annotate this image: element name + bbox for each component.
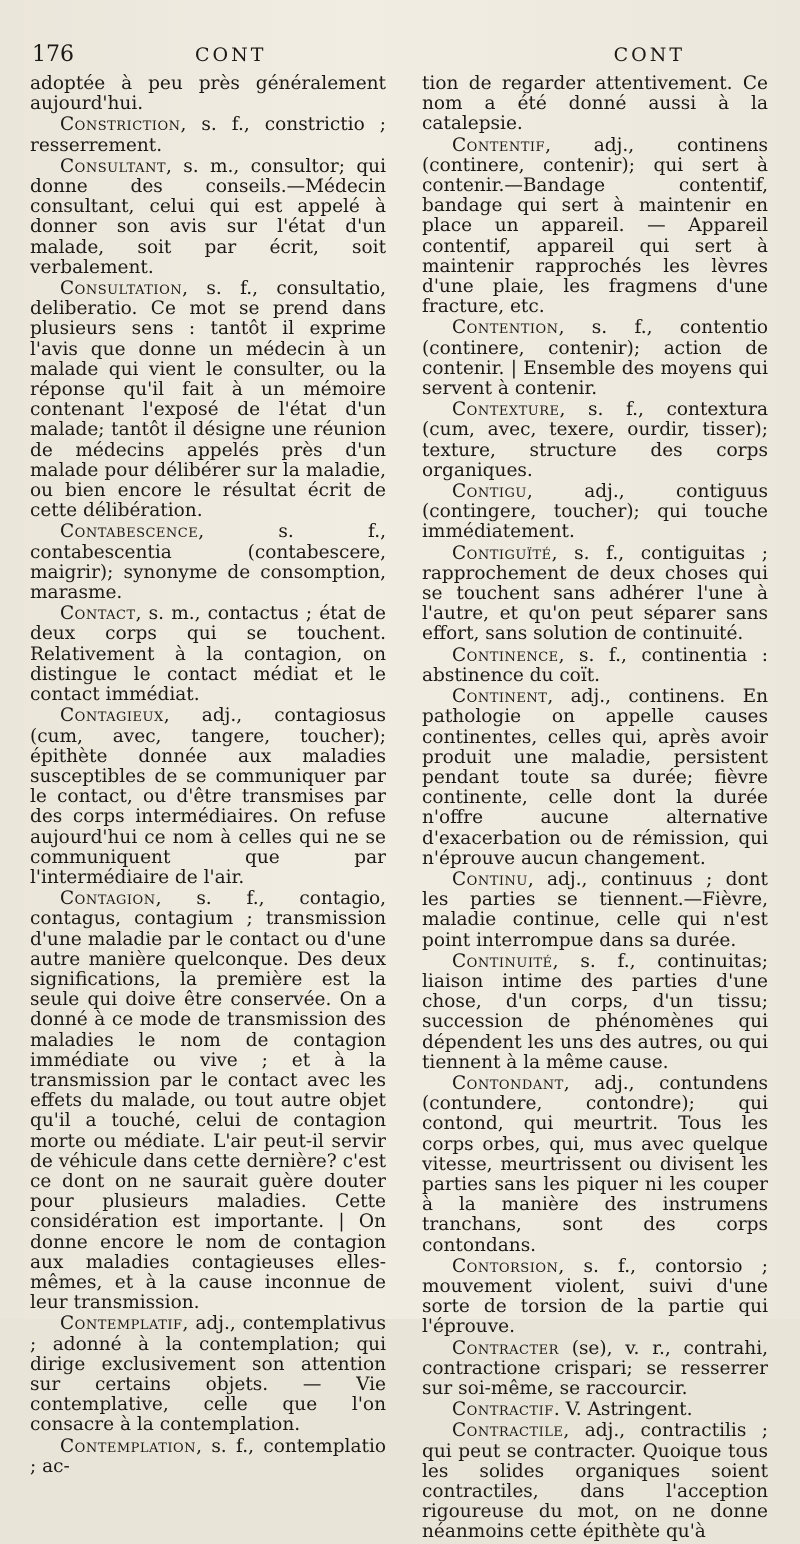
left-column <box>30 74 386 1478</box>
entry-text: , adj., contagiosus (cum, avec, tangere, toucher); épithète donnée aux maladies susceptibles de se communiquer par le contact, ou d'être transmises par des corps intermédiaires. On refuse aujourd'hui ce nom à celles qui ne se communiquent que par l'intermédiaire de l'air. <box>30 705 386 888</box>
entry-text: , s. f., contabescentia (contabescere, maigrir); synonyme de consomption, marasme. <box>30 521 386 604</box>
entry <box>422 1400 768 1420</box>
entry-headword: Contorsion <box>452 1255 559 1277</box>
entry <box>30 157 386 278</box>
entry-text: , s. f., contemplatio ; ac- <box>30 1435 386 1477</box>
entry-text: , adj., contractilis ; qui peut se contracter. Quoique tous les solides organiques soient contractiles, dans l'acception rigoureuse du mot, on ne donne néanmoins cette épithète qu'à <box>422 1420 768 1543</box>
entry-headword: Contabescence <box>60 521 199 543</box>
running-head-right: CONT <box>613 44 685 66</box>
entry-continuation <box>30 74 386 114</box>
entry-headword: Contemplation <box>60 1435 197 1457</box>
entry-headword: Contractile <box>452 1420 564 1442</box>
running-head-left: CONT <box>195 44 267 66</box>
entry <box>30 1437 386 1477</box>
entry-headword: Contracter <box>452 1337 559 1359</box>
entry-text: , s. m., contactus ; état de deux corps qui se touchent. Relativement à la contagion, on distingue le contact médiat et le contact immédiat. <box>30 603 386 706</box>
entry-headword: Contemplatif <box>60 1313 183 1335</box>
entry-headword: Continuité <box>452 950 553 972</box>
entry-text: . V. Astringent. <box>553 1399 693 1421</box>
entry-headword: Continent <box>452 686 548 708</box>
entry <box>422 482 768 543</box>
entry-text: , s. f., continentia : abstinence du coït. <box>422 644 768 686</box>
entry-headword: Continu <box>452 868 528 890</box>
entry <box>422 646 768 686</box>
entry <box>422 1339 768 1400</box>
entry-text: , adj., contiguus (contingere, toucher); qui touche immédiatement. <box>422 481 768 543</box>
page-header <box>30 42 770 72</box>
entry <box>422 136 768 318</box>
entry-headword: Contigu <box>452 481 527 503</box>
entry-text: , s. f., contagio, contagus, contagium ; transmission d'une maladie par le contact ou d'une autre manière quelconque. Des deux significations, la première est la seule qui doive être conservée. On a donné à ce mode de transmission des maladies le nom de contagion immédiate ou vive ; et à la transmission par le contact avec les effets du malade, ou tout autre objet qu'il a touché, celui de contagion morte ou médiate. L'air peut-il servir de véhicule dans cette dernière? c'est ce dont on ne saurait guère douter pour plusieurs maladies. Cette considération est importante. | On donne encore le nom de contagion aux maladies contagieuses elles-mêmes, et à la cause inconnue de leur transmission. <box>30 888 386 1314</box>
entry-text: , adj., continens (continere, contenir); qui sert à contenir.—Bandage contentif, bandage qui sert à maintenir en place un appareil. — Appareil contentif, appareil qui sert à maintenir rapprochés les lèvres d'une plaie, les fragmens d'une fracture, etc. <box>422 134 768 318</box>
entry <box>422 1257 768 1338</box>
entry <box>422 544 768 645</box>
entry <box>30 889 386 1313</box>
entry-text: , s. f., contiguitas ; rapprochement de deux choses qui se touchent sans adhérer l'une à l'autre, et qu'on peut séparer sans effort, sans solution de continuité. <box>422 542 768 645</box>
entry <box>30 279 386 521</box>
entry-headword: Consultation <box>60 278 183 300</box>
entry <box>422 952 768 1073</box>
entry-continuation <box>422 74 768 135</box>
entry-headword: Contexture <box>452 399 560 421</box>
entry-headword: Contact <box>60 603 136 625</box>
entry-headword: Contractif <box>452 1399 554 1421</box>
entry-text: , s. f., constrictio ; resserrement. <box>30 114 386 156</box>
entry-headword: Contentif <box>452 134 546 156</box>
entry <box>422 400 768 481</box>
entry-headword: Continence <box>452 644 559 666</box>
entry-headword: Contondant <box>452 1072 564 1094</box>
entry-text: , adj., contemplativus ; adonné à la contemplation; qui dirige exclusivement son attention sur certains objets. — Vie contemplative, celle que l'on consacre à la contemplation. <box>30 1313 386 1436</box>
entry-text: , s. f., contextura (cum, avec, texere, ourdir, tisser); texture, structure des corps organiques. <box>422 399 768 481</box>
entry-headword: Consultant <box>60 155 167 177</box>
entry <box>422 1421 768 1542</box>
entry <box>422 318 768 399</box>
entry <box>30 1314 386 1435</box>
entry-headword: Contagion <box>60 888 156 910</box>
entry-headword: Constriction <box>60 114 181 136</box>
page-number: 176 <box>32 42 74 67</box>
entry-headword: Contiguïté <box>452 542 552 564</box>
entry <box>30 522 386 603</box>
entry-text: , s. m., consultor; qui donne des conseils.—Médecin consultant, celui qui est appelé à donner son avis sur l'état d'un malade, soit par écrit, soit verbalement. <box>30 155 386 278</box>
entry-headword: Contention <box>452 317 559 339</box>
right-column <box>422 74 768 1544</box>
entry-text: , adj., contundens (contundere, contondre); qui contond, qui meurtrit. Tous les corps orbes, qui, mus avec quelque vitesse, meurtrissent ou divisent les parties sans les piquer ni les couper à la manière des instrumens tranchans, sont des corps contondans. <box>422 1072 768 1256</box>
entry <box>30 604 386 705</box>
entry <box>30 115 386 155</box>
entry <box>422 870 768 951</box>
entry-text: , s. f., contentio (continere, contenir); action de contenir. | Ensemble des moyens qui servent à contenir. <box>422 317 768 400</box>
entry-text: , s. f., contorsio ; mouvement violent, suivi d'une sorte de torsion de la partie qui l'éprouve. <box>422 1255 768 1338</box>
entry <box>422 687 768 869</box>
entry-text: , s. f., continuitas; liaison intime des parties d'une chose, d'un corps, d'un tissu; succession de phénomènes qui dépendent les uns des autres, ou qui tiennent à la même cause. <box>422 950 768 1073</box>
entry-text: (se), v. r., contrahi, contractione crispari; se resserrer sur soi-même, se raccourcir. <box>422 1337 768 1399</box>
entry-text: , s. f., consultatio, deliberatio. Ce mot se prend dans plusieurs sens : tantôt il exprime l'avis que donne un médecin à un malade qui vient le consulter, ou la réponse qu'il fait à un mémoire contenant l'exposé de l'état d'un malade; tantôt il désigne une réunion de médecins appelés près d'un malade pour délibérer sur la maladie, ou bien encore le résultat écrit de cette délibération. <box>30 278 386 522</box>
entry-headword: Contagieux <box>60 705 164 727</box>
entry <box>30 706 386 888</box>
entry <box>422 1074 768 1256</box>
entry-text: tion de regarder attentivement. Ce nom a été donné aussi à la catalepsie. <box>422 73 768 135</box>
entry-text: , adj., continuus ; dont les parties se tiennent.—Fièvre, maladie continue, celle qui n'est point interrompue dans sa durée. <box>422 868 768 951</box>
entry-text: adoptée à peu près généralement aujourd'hui. <box>30 73 386 115</box>
entry-text: , adj., continens. En pathologie on appelle causes continentes, celles qui, après avoir produit une maladie, persistent pendant toute sa durée; fièvre continente, celle dont la durée n'offre aucune alternative d'exacerbation ou de rémission, qui n'éprouve aucun changement. <box>422 686 768 869</box>
